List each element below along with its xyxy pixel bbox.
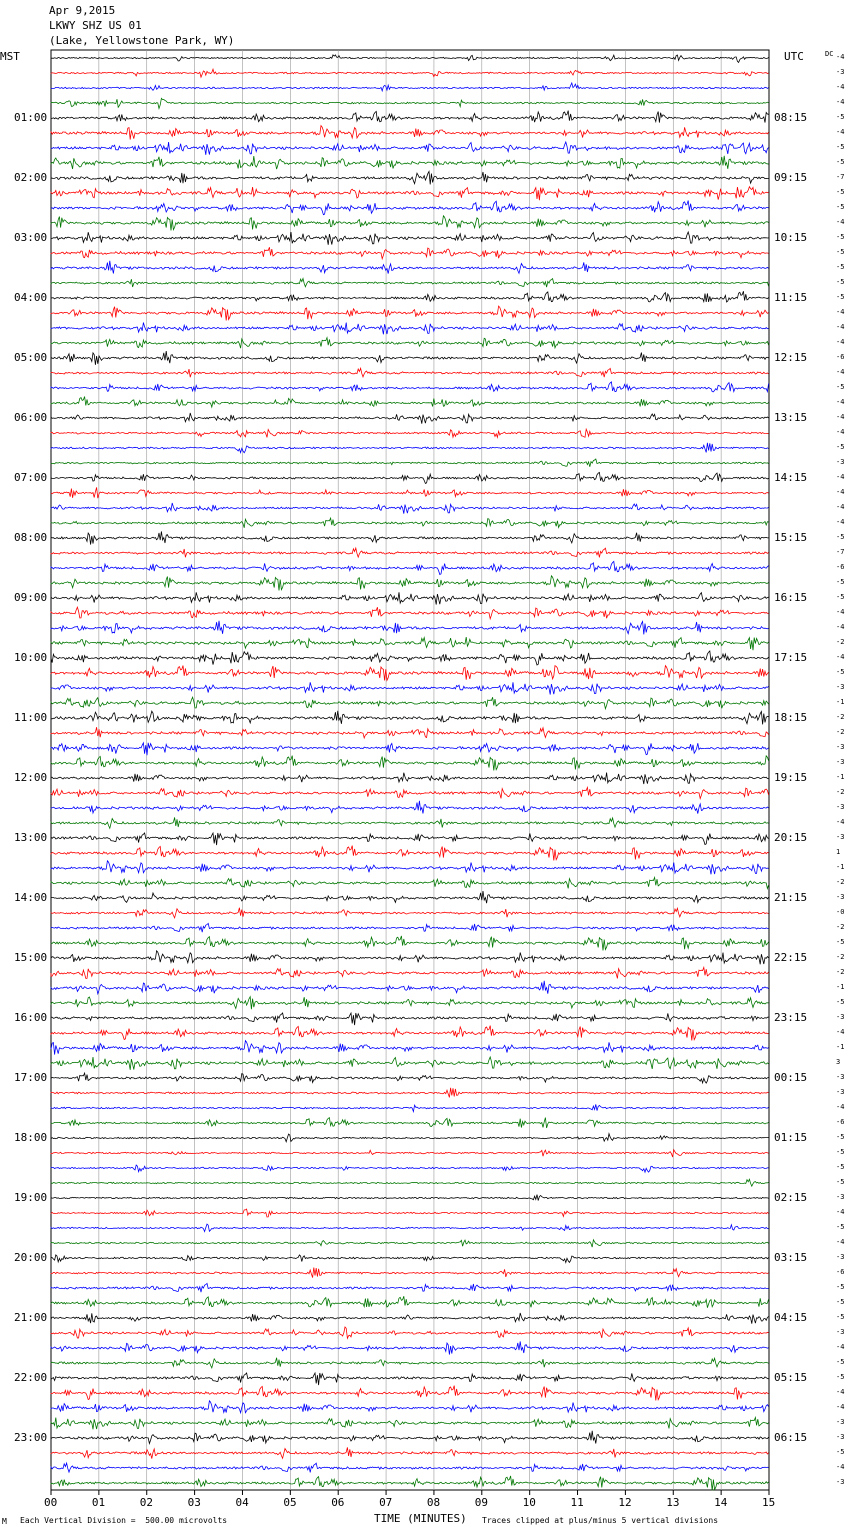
utc-hour-label: 12:15 xyxy=(774,351,808,364)
mst-hour-label: 22:00 xyxy=(14,1371,48,1384)
seismic-trace xyxy=(51,1209,769,1217)
dc-offset-label: -5 xyxy=(836,188,845,196)
dc-offset-label: -4 xyxy=(836,608,845,616)
dc-offset-label: -3 xyxy=(836,1328,845,1336)
seismic-trace xyxy=(51,1150,769,1157)
dc-offset-label: -5 xyxy=(836,1313,845,1321)
mst-hour-label: 10:00 xyxy=(14,651,48,664)
seismic-trace xyxy=(51,923,769,932)
dc-offset-label: -4 xyxy=(836,398,845,406)
station-code: LKWY SHZ US 01 xyxy=(49,19,142,32)
dc-offset-label: -3 xyxy=(836,758,845,766)
dc-offset-label: -6 xyxy=(836,353,845,361)
dc-offset-label: -2 xyxy=(836,923,845,931)
utc-hour-label: 03:15 xyxy=(774,1251,808,1264)
seismic-trace xyxy=(51,69,769,77)
mst-hour-label: 15:00 xyxy=(14,951,48,964)
seismic-trace xyxy=(51,877,769,888)
seismic-trace xyxy=(51,156,769,169)
dc-offset-label: -3 xyxy=(836,683,845,691)
x-tick-label: 07 xyxy=(379,1496,393,1509)
seismic-trace xyxy=(51,1026,769,1041)
seismic-trace xyxy=(51,1224,769,1232)
seismic-trace xyxy=(51,518,769,528)
station-location: (Lake, Yellowstone Park, WY) xyxy=(49,34,235,47)
seismic-trace xyxy=(51,429,769,437)
seismic-trace xyxy=(51,817,769,828)
dc-offset-label: -7 xyxy=(836,548,845,556)
dc-offset-label: -1 xyxy=(836,983,845,991)
seismic-trace xyxy=(51,1013,769,1025)
dc-offset-label: -4 xyxy=(836,323,845,331)
seismic-trace xyxy=(51,1401,769,1413)
x-tick-label: 06 xyxy=(331,1496,345,1509)
dc-offset-label: -5 xyxy=(836,1148,845,1156)
dc-offset-label: -4 xyxy=(836,1463,845,1471)
seismic-trace xyxy=(51,666,769,681)
dc-offset-label: 3 xyxy=(836,1058,841,1066)
seismic-trace xyxy=(51,861,769,875)
mst-hour-label: 01:00 xyxy=(14,111,48,124)
x-tick-label: 09 xyxy=(474,1496,489,1509)
utc-hour-label: 19:15 xyxy=(774,771,808,784)
dc-offset-label: -3 xyxy=(836,743,845,751)
utc-hour-label: 18:15 xyxy=(774,711,808,724)
utc-hour-label: 21:15 xyxy=(774,891,808,904)
dc-offset-label: -6 xyxy=(836,1118,845,1126)
dc-offset-label: -5 xyxy=(836,248,845,256)
mst-hour-label: 11:00 xyxy=(14,711,48,724)
seismic-trace xyxy=(51,561,769,574)
dc-offset-label: -4 xyxy=(836,218,845,226)
seismic-trace xyxy=(51,247,769,259)
dc-offset-label: -5 xyxy=(836,1448,845,1456)
dc-offset-label: -3 xyxy=(836,893,845,901)
seismic-trace xyxy=(51,908,769,918)
seismic-trace xyxy=(51,1088,769,1098)
seismic-trace xyxy=(51,891,769,903)
dc-offset-label: -3 xyxy=(836,1418,845,1426)
dc-offset-label: -4 xyxy=(836,428,845,436)
dc-offset-label: -5 xyxy=(836,668,845,676)
dc-offset-label: -4 xyxy=(836,473,845,481)
dc-offset-label: -5 xyxy=(836,1373,845,1381)
dc-offset-label: -4 xyxy=(836,1343,845,1351)
mst-hour-label: 03:00 xyxy=(14,231,48,244)
utc-hour-label: 02:15 xyxy=(774,1191,808,1204)
seismic-trace xyxy=(51,98,769,108)
seismic-trace xyxy=(51,756,769,771)
dc-offset-label: -5 xyxy=(836,1178,845,1186)
seismic-trace xyxy=(51,1313,769,1324)
dc-offset-label: -4 xyxy=(836,1208,845,1216)
mst-hour-label: 14:00 xyxy=(14,891,48,904)
dc-label: DC xyxy=(825,50,834,58)
x-tick-label: 11 xyxy=(570,1496,584,1509)
seismic-trace xyxy=(51,1447,769,1458)
seismic-trace xyxy=(51,1417,769,1429)
dc-offset-label: -1 xyxy=(836,698,845,706)
dc-offset-label: -4 xyxy=(836,1403,845,1411)
seismic-trace xyxy=(51,1476,769,1491)
x-tick-label: 00 xyxy=(44,1496,58,1509)
seismic-trace xyxy=(51,279,769,288)
mst-hour-label: 19:00 xyxy=(14,1191,48,1204)
dc-offset-label: -5 xyxy=(836,143,845,151)
dc-offset-label: -3 xyxy=(836,458,845,466)
seismic-trace xyxy=(51,1373,769,1385)
plot-date: Apr 9,2015 xyxy=(49,4,116,17)
utc-hour-label: 14:15 xyxy=(774,471,808,484)
seismic-trace xyxy=(51,727,769,738)
dc-offset-label: -5 xyxy=(836,1163,845,1171)
dc-offset-label: -5 xyxy=(836,263,845,271)
seismic-trace xyxy=(51,55,769,63)
dc-offset-label: -4 xyxy=(836,308,845,316)
seismic-trace xyxy=(51,637,769,650)
seismic-trace xyxy=(51,1296,769,1308)
x-axis-title: TIME (MINUTES) xyxy=(374,1512,467,1525)
dc-offset-label: -3 xyxy=(836,1073,845,1081)
seismic-trace xyxy=(51,1268,769,1278)
dc-offset-label: -3 xyxy=(836,1253,845,1261)
seismic-trace xyxy=(51,1341,769,1354)
dc-offset-label: -4 xyxy=(836,338,845,346)
x-tick-label: 01 xyxy=(91,1496,106,1509)
seismic-trace xyxy=(51,472,769,483)
dc-offset-label: -5 xyxy=(836,1283,845,1291)
dc-offset-label: -4 xyxy=(836,53,845,61)
x-tick-label: 15 xyxy=(762,1496,776,1509)
x-tick-label: 08 xyxy=(426,1496,441,1509)
utc-hour-label: 01:15 xyxy=(774,1131,808,1144)
mst-hour-label: 16:00 xyxy=(14,1011,48,1024)
dc-offset-label: -4 xyxy=(836,518,845,526)
utc-hour-label: 08:15 xyxy=(774,111,808,124)
dc-offset-label: -2 xyxy=(836,788,845,796)
dc-offset-label: -5 xyxy=(836,998,845,1006)
seismic-trace xyxy=(51,397,769,408)
plot-frame xyxy=(51,50,769,1490)
seismic-trace xyxy=(51,997,769,1010)
dc-offset-label: -4 xyxy=(836,413,845,421)
dc-offset-label: -6 xyxy=(836,563,845,571)
clip-note: Traces clipped at plus/minus 5 vertical divisions xyxy=(482,1516,719,1525)
utc-hour-label: 09:15 xyxy=(774,171,808,184)
dc-offset-label: -4 xyxy=(836,488,845,496)
seismic-trace xyxy=(51,142,769,155)
mst-hour-label: 17:00 xyxy=(14,1071,48,1084)
seismic-trace xyxy=(51,487,769,498)
seismic-trace xyxy=(51,531,769,544)
seismic-trace xyxy=(51,306,769,320)
seismic-trace xyxy=(51,651,769,665)
seismic-trace xyxy=(51,1240,769,1247)
right-timezone-label: UTC xyxy=(784,50,804,63)
dc-offset-label: -4 xyxy=(836,98,845,106)
mst-hour-label: 20:00 xyxy=(14,1251,48,1264)
mst-hour-label: 18:00 xyxy=(14,1131,48,1144)
utc-hour-label: 23:15 xyxy=(774,1011,808,1024)
seismic-trace xyxy=(51,323,769,335)
utc-hour-label: 16:15 xyxy=(774,591,808,604)
seismic-trace xyxy=(51,607,769,619)
utc-hour-label: 13:15 xyxy=(774,411,808,424)
x-tick-label: 02 xyxy=(139,1496,153,1509)
seismic-trace xyxy=(51,126,769,140)
dc-offset-label: -5 xyxy=(836,938,845,946)
dc-offset-label: -5 xyxy=(836,1298,845,1306)
utc-hour-label: 11:15 xyxy=(774,291,808,304)
seismic-trace xyxy=(51,801,769,814)
dc-offset-label: -4 xyxy=(836,1028,845,1036)
seismic-trace xyxy=(51,216,769,231)
utc-hour-label: 17:15 xyxy=(774,651,808,664)
seismic-trace xyxy=(51,338,769,349)
mst-hour-label: 13:00 xyxy=(14,831,48,844)
seismic-trace xyxy=(51,172,769,185)
dc-offset-label: -5 xyxy=(836,593,845,601)
utc-hour-label: 10:15 xyxy=(774,231,808,244)
utc-hour-label: 15:15 xyxy=(774,531,808,544)
mst-hour-label: 07:00 xyxy=(14,471,48,484)
mst-hour-label: 06:00 xyxy=(14,411,48,424)
x-tick-label: 03 xyxy=(187,1496,201,1509)
seismic-trace xyxy=(51,981,769,994)
seismic-trace xyxy=(51,413,769,424)
dc-offset-label: 1 xyxy=(836,848,841,856)
dc-offset-label: -2 xyxy=(836,953,845,961)
seismic-trace xyxy=(51,576,769,591)
dc-offset-label: -2 xyxy=(836,968,845,976)
dc-offset-label: -1 xyxy=(836,863,845,871)
dc-offset-label: -3 xyxy=(836,1193,845,1201)
mst-hour-label: 21:00 xyxy=(14,1311,48,1324)
utc-hour-label: 06:15 xyxy=(774,1431,808,1444)
dc-offset-label: -5 xyxy=(836,1223,845,1231)
seismic-trace xyxy=(51,1134,769,1142)
seismic-trace xyxy=(51,83,769,91)
utc-hour-label: 00:15 xyxy=(774,1071,808,1084)
mst-hour-label: 02:00 xyxy=(14,171,48,184)
seismic-trace xyxy=(51,443,769,453)
dc-offset-label: -5 xyxy=(836,383,845,391)
seismic-trace xyxy=(51,1041,769,1055)
dc-offset-label: -4 xyxy=(836,128,845,136)
seismic-trace xyxy=(51,967,769,978)
seismic-trace xyxy=(51,697,769,709)
dc-offset-label: -3 xyxy=(836,1088,845,1096)
mst-hour-label: 12:00 xyxy=(14,771,48,784)
seismic-trace xyxy=(51,833,769,845)
dc-offset-label: -5 xyxy=(836,113,845,121)
seismic-trace xyxy=(51,548,769,557)
seismic-trace xyxy=(51,382,769,392)
seismic-trace xyxy=(51,846,769,861)
dc-offset-label: -5 xyxy=(836,233,845,241)
seismic-trace xyxy=(51,1255,769,1263)
seismic-trace xyxy=(51,1358,769,1368)
utc-hour-label: 05:15 xyxy=(774,1371,808,1384)
x-tick-label: 04 xyxy=(235,1496,249,1509)
seismic-trace xyxy=(51,936,769,951)
dc-offset-label: -2 xyxy=(836,878,845,886)
dc-offset-label: -5 xyxy=(836,578,845,586)
dc-offset-label: -5 xyxy=(836,158,845,166)
dc-offset-label: -0 xyxy=(836,908,845,916)
seismic-trace xyxy=(51,201,769,215)
seismic-trace xyxy=(51,187,769,201)
mst-hour-label: 23:00 xyxy=(14,1431,48,1444)
dc-offset-label: -2 xyxy=(836,713,845,721)
seismic-trace xyxy=(51,368,769,377)
dc-offset-label: -3 xyxy=(836,1433,845,1441)
seismic-trace xyxy=(51,111,769,123)
dc-offset-label: -4 xyxy=(836,503,845,511)
seismic-trace xyxy=(51,503,769,514)
seismic-trace xyxy=(51,711,769,725)
dc-offset-label: -3 xyxy=(836,68,845,76)
dc-offset-label: -4 xyxy=(836,83,845,91)
dc-offset-label: -2 xyxy=(836,638,845,646)
seismic-trace xyxy=(51,787,769,798)
seismic-trace xyxy=(51,1073,769,1083)
dc-offset-label: -4 xyxy=(836,368,845,376)
dc-offset-label: -5 xyxy=(836,443,845,451)
corner-mark: M xyxy=(2,1517,7,1526)
dc-offset-label: -4 xyxy=(836,653,845,661)
utc-hour-label: 22:15 xyxy=(774,951,808,964)
left-timezone-label: MST xyxy=(0,50,20,63)
dc-offset-label: -4 xyxy=(836,1103,845,1111)
dc-offset-label: -4 xyxy=(836,1238,845,1246)
dc-offset-label: -4 xyxy=(836,1388,845,1396)
dc-offset-label: -5 xyxy=(836,278,845,286)
seismic-trace xyxy=(51,1165,769,1172)
seismic-trace xyxy=(51,1386,769,1401)
dc-offset-label: -5 xyxy=(836,1133,845,1141)
seismic-trace xyxy=(51,1195,769,1201)
dc-offset-label: -5 xyxy=(836,293,845,301)
seismic-trace xyxy=(51,459,769,467)
seismic-trace xyxy=(51,1179,769,1186)
x-tick-label: 13 xyxy=(666,1496,680,1509)
seismic-trace xyxy=(51,1431,769,1444)
seismic-trace xyxy=(51,261,769,274)
seismic-trace xyxy=(51,951,769,965)
dc-offset-label: -3 xyxy=(836,833,845,841)
x-tick-label: 10 xyxy=(522,1496,536,1509)
seismic-trace xyxy=(51,1327,769,1338)
seismic-trace xyxy=(51,1104,769,1111)
seismic-trace xyxy=(51,1057,769,1070)
division-note: Each Vertical Division = 500.00 microvolts xyxy=(20,1516,228,1525)
seismic-trace xyxy=(51,773,769,785)
dc-offset-label: -1 xyxy=(836,773,845,781)
dc-offset-label: -5 xyxy=(836,203,845,211)
dc-offset-label: -5 xyxy=(836,1358,845,1366)
dc-offset-label: -6 xyxy=(836,1268,845,1276)
mst-hour-label: 09:00 xyxy=(14,591,48,604)
seismic-trace xyxy=(51,682,769,694)
x-tick-label: 12 xyxy=(618,1496,632,1509)
dc-offset-label: -7 xyxy=(836,173,845,181)
dc-offset-label: -1 xyxy=(836,1043,845,1051)
x-tick-label: 05 xyxy=(283,1496,297,1509)
utc-hour-label: 20:15 xyxy=(774,831,808,844)
seismic-trace xyxy=(51,621,769,635)
seismic-trace xyxy=(51,291,769,302)
dc-offset-label: -5 xyxy=(836,533,845,541)
dc-offset-label: -3 xyxy=(836,1013,845,1021)
dc-offset-label: -3 xyxy=(836,1478,845,1486)
dc-offset-label: -4 xyxy=(836,623,845,631)
seismic-trace xyxy=(51,232,769,245)
mst-hour-label: 04:00 xyxy=(14,291,48,304)
seismic-trace xyxy=(51,1283,769,1292)
mst-hour-label: 05:00 xyxy=(14,351,48,364)
x-tick-label: 14 xyxy=(714,1496,728,1509)
dc-offset-label: -4 xyxy=(836,818,845,826)
dc-offset-label: -3 xyxy=(836,803,845,811)
seismic-trace xyxy=(51,1463,769,1472)
seismic-trace xyxy=(51,743,769,755)
dc-offset-label: -2 xyxy=(836,728,845,736)
seismic-trace xyxy=(51,351,769,365)
utc-hour-label: 04:15 xyxy=(774,1311,808,1324)
seismic-trace xyxy=(51,592,769,604)
seismic-trace xyxy=(51,1118,769,1128)
mst-hour-label: 08:00 xyxy=(14,531,48,544)
